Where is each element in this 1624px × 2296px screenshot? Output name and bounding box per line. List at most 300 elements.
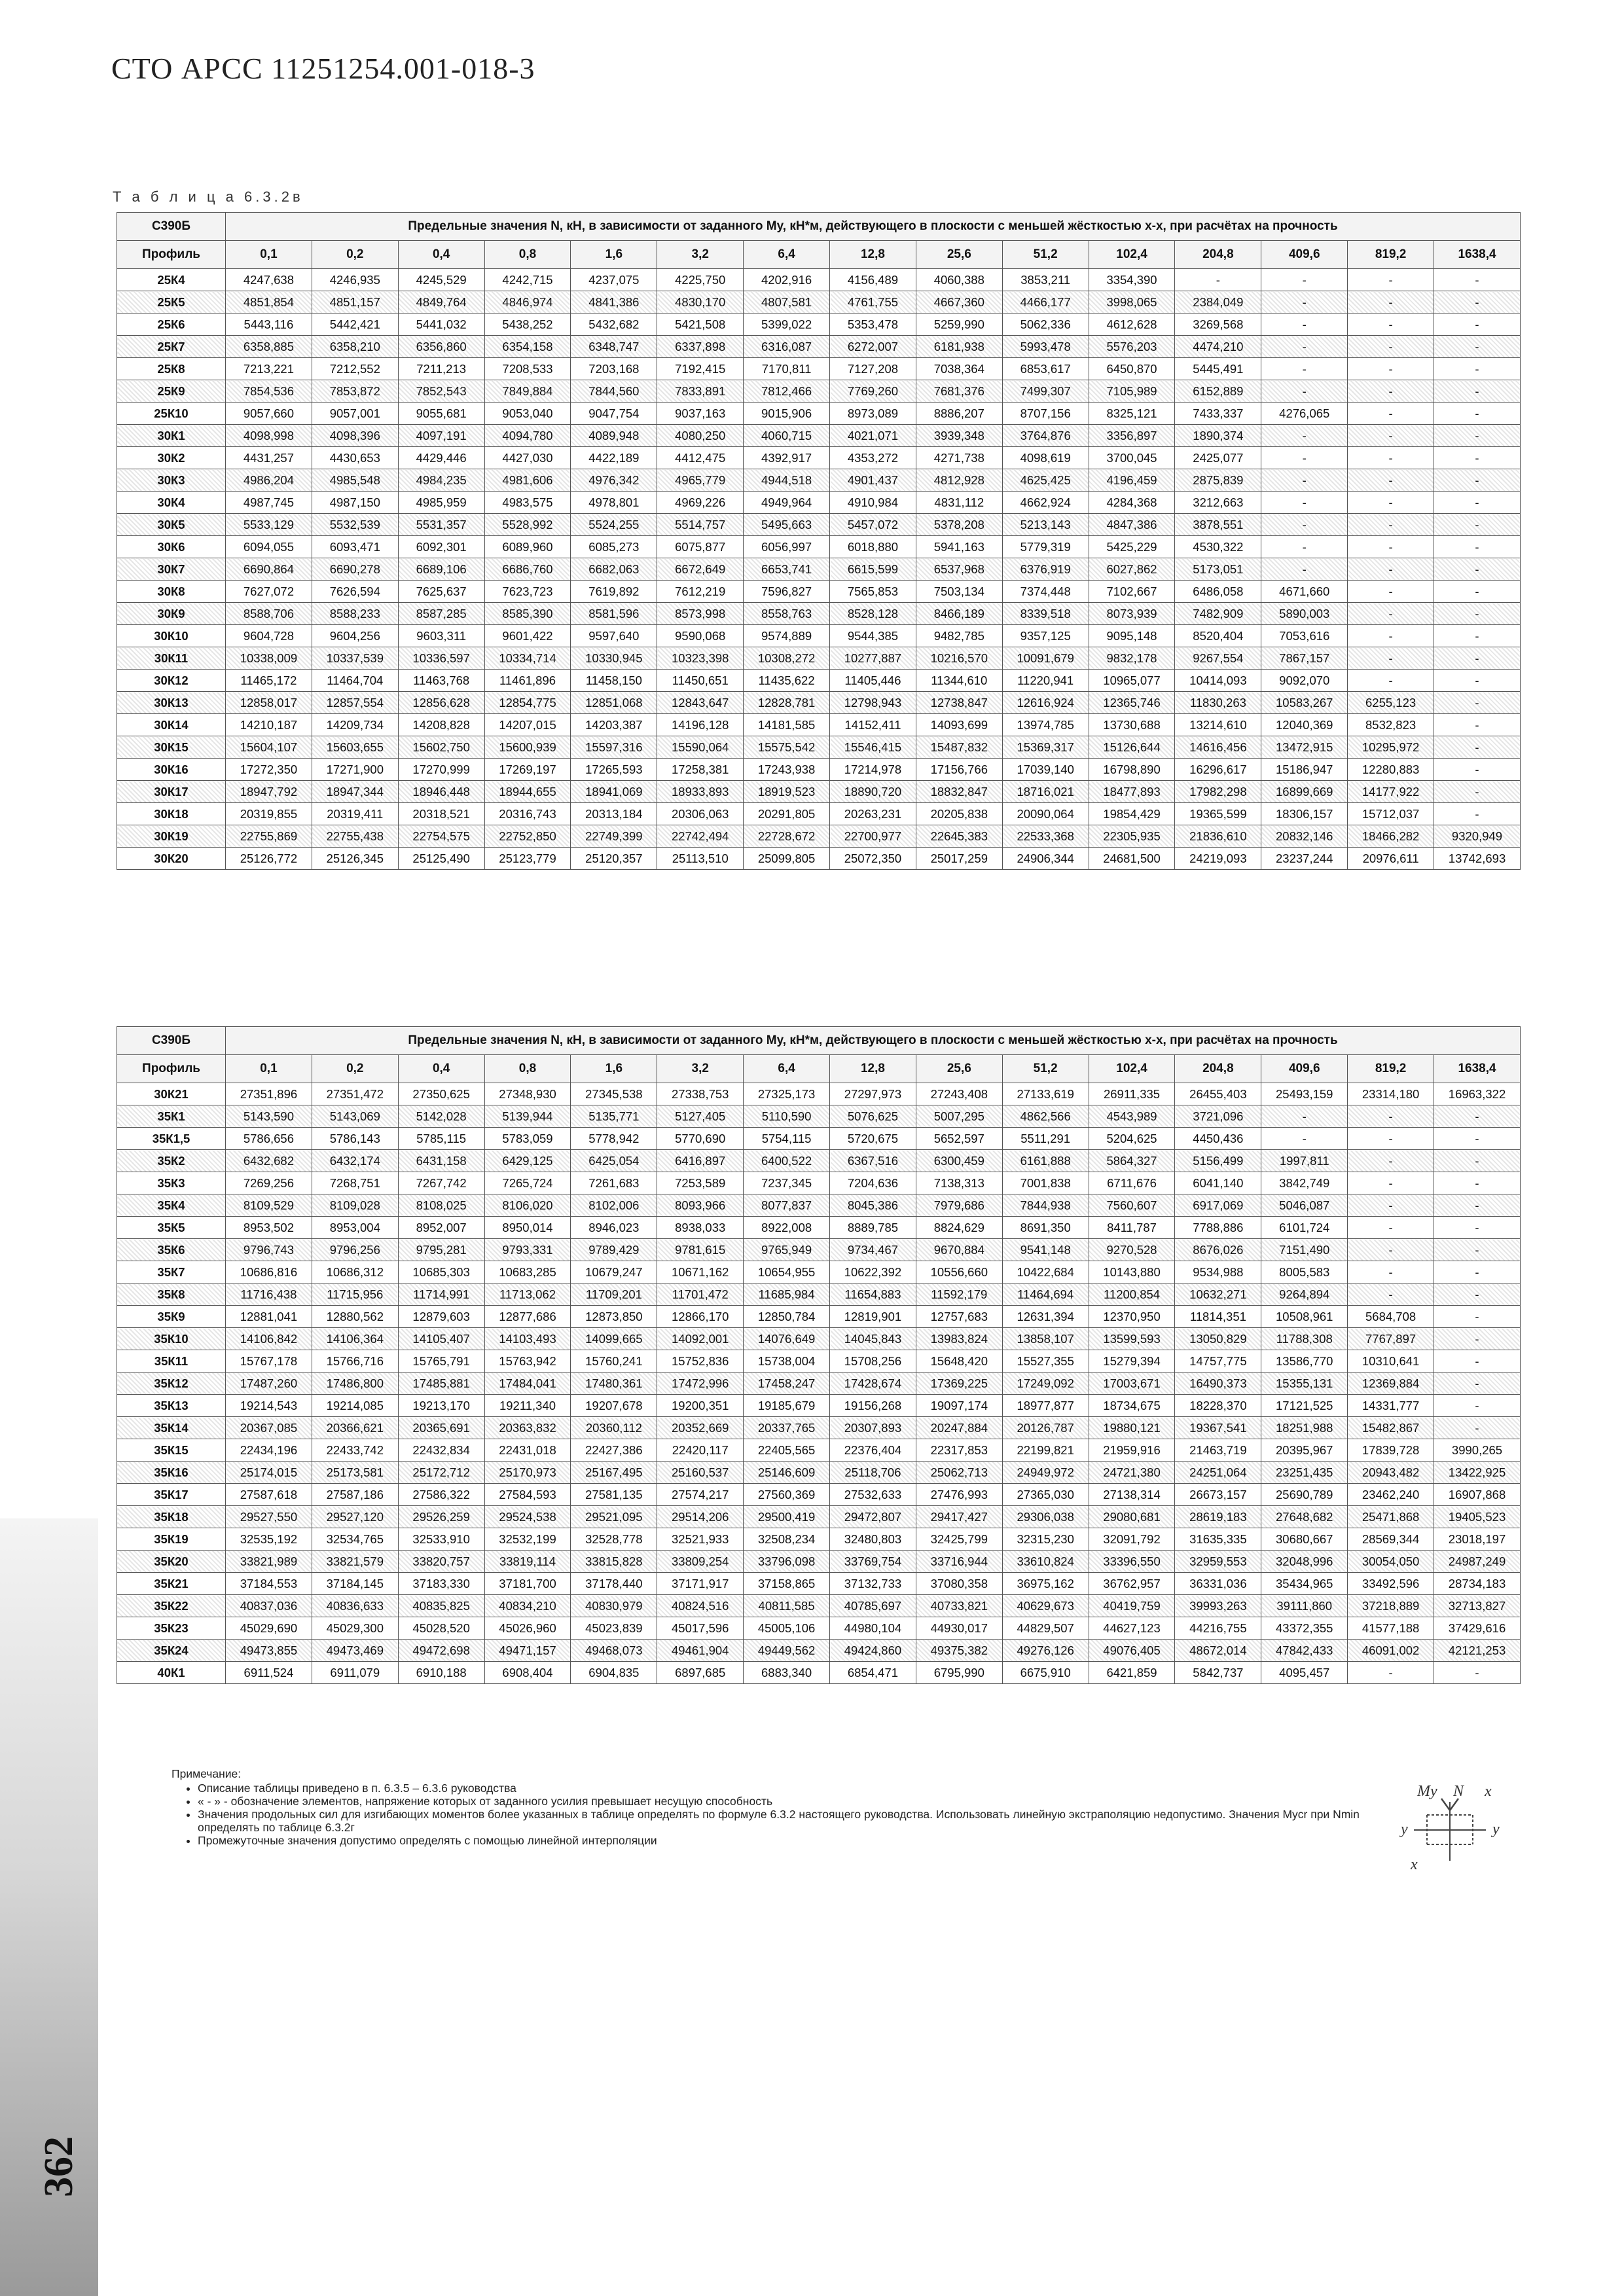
value-cell: 6041,140: [1175, 1172, 1261, 1194]
value-cell: 16296,617: [1175, 759, 1261, 781]
value-cell: 20316,743: [484, 803, 571, 825]
value-cell: 4392,917: [744, 447, 830, 469]
value-cell: -: [1348, 536, 1434, 558]
value-cell: 5156,499: [1175, 1150, 1261, 1172]
value-cell: 12858,017: [226, 692, 312, 714]
table-row: [117, 1128, 1521, 1150]
profile-cell: 35К8: [117, 1283, 226, 1306]
value-cell: 6152,889: [1175, 380, 1261, 403]
value-cell: -: [1434, 1128, 1521, 1150]
value-cell: 8102,006: [571, 1194, 657, 1217]
value-cell: 15369,317: [1002, 736, 1089, 759]
table-row: [117, 803, 1521, 825]
value-cell: 11435,622: [744, 670, 830, 692]
value-cell: 29080,681: [1089, 1506, 1175, 1528]
value-cell: 4984,235: [398, 469, 484, 492]
profile-cell: 35К7: [117, 1261, 226, 1283]
value-cell: 33820,757: [398, 1551, 484, 1573]
value-cell: 15575,542: [744, 736, 830, 759]
table-row: [117, 1640, 1521, 1662]
value-cell: -: [1348, 291, 1434, 314]
value-cell: 14196,128: [657, 714, 744, 736]
value-cell: 8889,785: [830, 1217, 916, 1239]
value-cell: -: [1348, 1283, 1434, 1306]
value-cell: 6682,063: [571, 558, 657, 581]
value-cell: 23237,244: [1261, 848, 1348, 870]
value-cell: 19185,679: [744, 1395, 830, 1417]
value-cell: 18466,282: [1348, 825, 1434, 848]
value-cell: 8691,350: [1002, 1217, 1089, 1239]
value-cell: 4429,446: [398, 447, 484, 469]
value-cell: 36975,162: [1002, 1573, 1089, 1595]
value-cell: 6101,724: [1261, 1217, 1348, 1239]
value-cell: 6376,919: [1002, 558, 1089, 581]
value-cell: 32480,803: [830, 1528, 916, 1551]
column-header: 102,4: [1089, 241, 1175, 269]
value-cell: 7623,723: [484, 581, 571, 603]
column-header: 0,1: [226, 1055, 312, 1083]
value-cell: 8973,089: [830, 403, 916, 425]
value-cell: 37183,330: [398, 1573, 484, 1595]
value-cell: 5076,625: [830, 1105, 916, 1128]
value-cell: 5441,032: [398, 314, 484, 336]
value-cell: 6917,069: [1175, 1194, 1261, 1217]
table-row: [117, 781, 1521, 803]
value-cell: 10330,945: [571, 647, 657, 670]
value-cell: 3356,897: [1089, 425, 1175, 447]
table-row: [117, 1617, 1521, 1640]
value-cell: 5378,208: [916, 514, 1002, 536]
value-cell: 40824,516: [657, 1595, 744, 1617]
value-cell: 6018,880: [830, 536, 916, 558]
table-row: [117, 714, 1521, 736]
table-row: [117, 736, 1521, 759]
value-cell: -: [1434, 1328, 1521, 1350]
table-row: [117, 1372, 1521, 1395]
value-cell: 5993,478: [1002, 336, 1089, 358]
value-cell: 11714,991: [398, 1283, 484, 1306]
value-cell: 33716,944: [916, 1551, 1002, 1573]
value-cell: 33492,596: [1348, 1573, 1434, 1595]
value-cell: -: [1348, 1172, 1434, 1194]
profile-cell: 30К2: [117, 447, 226, 469]
value-cell: 9604,728: [226, 625, 312, 647]
value-cell: 8588,706: [226, 603, 312, 625]
value-cell: 19213,170: [398, 1395, 484, 1417]
value-cell: 6092,301: [398, 536, 484, 558]
value-cell: 49375,382: [916, 1640, 1002, 1662]
value-cell: 40830,979: [571, 1595, 657, 1617]
table-body: [117, 269, 1521, 870]
profile-cell: 35К22: [117, 1595, 226, 1617]
value-cell: 5652,597: [916, 1128, 1002, 1150]
value-cell: 27584,593: [484, 1484, 571, 1506]
value-cell: 4949,964: [744, 492, 830, 514]
value-cell: 24681,500: [1089, 848, 1175, 870]
value-cell: 10583,267: [1261, 692, 1348, 714]
value-cell: 7788,886: [1175, 1217, 1261, 1239]
value-cell: 20247,884: [916, 1417, 1002, 1439]
value-cell: 7208,533: [484, 358, 571, 380]
value-cell: 14106,842: [226, 1328, 312, 1350]
value-cell: 20363,832: [484, 1417, 571, 1439]
value-cell: 6089,960: [484, 536, 571, 558]
value-cell: 25062,713: [916, 1462, 1002, 1484]
value-cell: 9590,068: [657, 625, 744, 647]
value-cell: 37181,700: [484, 1573, 571, 1595]
table-row: [117, 1462, 1521, 1484]
profile-cell: 25К6: [117, 314, 226, 336]
value-cell: 37429,616: [1434, 1617, 1521, 1640]
value-cell: 14099,665: [571, 1328, 657, 1350]
value-cell: 10622,392: [830, 1261, 916, 1283]
value-cell: 6316,087: [744, 336, 830, 358]
value-cell: 4412,475: [657, 447, 744, 469]
value-cell: 27325,173: [744, 1083, 830, 1105]
value-cell: 15590,064: [657, 736, 744, 759]
table-row: [117, 1283, 1521, 1306]
value-cell: -: [1348, 314, 1434, 336]
value-cell: 6300,459: [916, 1150, 1002, 1172]
value-cell: 14076,649: [744, 1328, 830, 1350]
limit-values-table-2: [117, 1026, 1521, 1684]
value-cell: 7237,345: [744, 1172, 830, 1194]
value-cell: 7203,168: [571, 358, 657, 380]
value-cell: 15752,836: [657, 1350, 744, 1372]
value-cell: 15527,355: [1002, 1350, 1089, 1372]
moment-label: My: [1417, 1783, 1437, 1800]
profile-cell: 30К15: [117, 736, 226, 759]
value-cell: 27648,682: [1261, 1506, 1348, 1528]
table-row: [117, 670, 1521, 692]
value-cell: 22199,821: [1002, 1439, 1089, 1462]
value-cell: 8824,629: [916, 1217, 1002, 1239]
value-cell: 4156,489: [830, 269, 916, 291]
profile-cell: 35К18: [117, 1506, 226, 1528]
value-cell: 4986,204: [226, 469, 312, 492]
value-cell: 6904,835: [571, 1662, 657, 1684]
value-cell: 16490,373: [1175, 1372, 1261, 1395]
table-row: [117, 514, 1521, 536]
value-cell: 21959,916: [1089, 1439, 1175, 1462]
value-cell: 11463,768: [398, 670, 484, 692]
value-cell: 20090,064: [1002, 803, 1089, 825]
value-cell: 6897,685: [657, 1662, 744, 1684]
value-cell: 22755,869: [226, 825, 312, 848]
column-header: 204,8: [1175, 1055, 1261, 1083]
value-cell: 4060,388: [916, 269, 1002, 291]
value-cell: 3700,045: [1089, 447, 1175, 469]
value-cell: 15648,420: [916, 1350, 1002, 1372]
value-cell: 9267,554: [1175, 647, 1261, 670]
value-cell: 8922,008: [744, 1217, 830, 1239]
value-cell: 18890,720: [830, 781, 916, 803]
value-cell: 15597,316: [571, 736, 657, 759]
profile-cell: 30К7: [117, 558, 226, 581]
value-cell: 44930,017: [916, 1617, 1002, 1640]
value-cell: -: [1434, 736, 1521, 759]
value-cell: 6400,522: [744, 1150, 830, 1172]
value-cell: 4196,459: [1089, 469, 1175, 492]
value-cell: 17484,041: [484, 1372, 571, 1395]
value-cell: 12631,394: [1002, 1306, 1089, 1328]
value-cell: 17243,938: [744, 759, 830, 781]
value-cell: 6711,676: [1089, 1172, 1175, 1194]
value-cell: 7053,616: [1261, 625, 1348, 647]
value-cell: 6672,649: [657, 558, 744, 581]
value-cell: 12280,883: [1348, 759, 1434, 781]
value-cell: 7844,560: [571, 380, 657, 403]
table-row: [117, 380, 1521, 403]
value-cell: 5778,942: [571, 1128, 657, 1150]
value-cell: 27351,472: [312, 1083, 398, 1105]
table-row: [117, 603, 1521, 625]
value-cell: 20943,482: [1348, 1462, 1434, 1484]
value-cell: -: [1434, 759, 1521, 781]
value-cell: 5142,028: [398, 1105, 484, 1128]
value-cell: 7812,466: [744, 380, 830, 403]
value-cell: 5785,115: [398, 1128, 484, 1150]
value-cell: 4543,989: [1089, 1105, 1175, 1128]
value-cell: 17487,260: [226, 1372, 312, 1395]
value-cell: 40837,036: [226, 1595, 312, 1617]
value-cell: 49424,860: [830, 1640, 916, 1662]
value-cell: 25120,357: [571, 848, 657, 870]
value-cell: 22434,196: [226, 1439, 312, 1462]
value-cell: 17265,593: [571, 759, 657, 781]
table-row: [117, 1350, 1521, 1372]
profile-cell: 35К3: [117, 1172, 226, 1194]
value-cell: 18941,069: [571, 781, 657, 803]
value-cell: 11709,201: [571, 1283, 657, 1306]
value-cell: 33809,254: [657, 1551, 744, 1573]
value-cell: 11701,472: [657, 1283, 744, 1306]
value-cell: -: [1261, 536, 1348, 558]
value-cell: 27587,186: [312, 1484, 398, 1506]
value-cell: 2384,049: [1175, 291, 1261, 314]
value-cell: -: [1261, 447, 1348, 469]
value-cell: 27587,618: [226, 1484, 312, 1506]
value-cell: 28734,183: [1434, 1573, 1521, 1595]
value-cell: 45023,839: [571, 1617, 657, 1640]
value-cell: -: [1434, 447, 1521, 469]
value-cell: 7503,134: [916, 581, 1002, 603]
value-cell: 10295,972: [1348, 736, 1434, 759]
value-cell: 7560,607: [1089, 1194, 1175, 1217]
value-cell: 22533,368: [1002, 825, 1089, 848]
value-cell: 29514,206: [657, 1506, 744, 1528]
value-cell: 5135,771: [571, 1105, 657, 1128]
value-cell: 4202,916: [744, 269, 830, 291]
value-cell: 6429,125: [484, 1150, 571, 1172]
value-cell: 24949,972: [1002, 1462, 1089, 1484]
value-cell: 7265,724: [484, 1172, 571, 1194]
value-cell: 40836,633: [312, 1595, 398, 1617]
value-cell: 17270,999: [398, 759, 484, 781]
value-cell: 18946,448: [398, 781, 484, 803]
value-cell: 11654,883: [830, 1283, 916, 1306]
value-cell: 5720,675: [830, 1128, 916, 1150]
value-cell: 17039,140: [1002, 759, 1089, 781]
value-cell: 10277,887: [830, 647, 916, 670]
value-cell: -: [1261, 425, 1348, 447]
value-cell: 17369,225: [916, 1372, 1002, 1395]
value-cell: 15603,655: [312, 736, 398, 759]
value-cell: 32959,553: [1175, 1551, 1261, 1573]
value-cell: 6348,747: [571, 336, 657, 358]
value-cell: 12370,950: [1089, 1306, 1175, 1328]
value-cell: 12757,683: [916, 1306, 1002, 1328]
value-cell: 9047,754: [571, 403, 657, 425]
notes-list: [171, 1782, 1382, 1847]
value-cell: 10310,641: [1348, 1350, 1434, 1372]
value-cell: 29524,538: [484, 1506, 571, 1528]
value-cell: 32534,765: [312, 1528, 398, 1551]
value-cell: 20319,855: [226, 803, 312, 825]
value-cell: 37184,553: [226, 1573, 312, 1595]
value-cell: 22700,977: [830, 825, 916, 848]
column-header: 6,4: [744, 241, 830, 269]
value-cell: -: [1434, 581, 1521, 603]
value-cell: 12819,901: [830, 1306, 916, 1328]
value-cell: 6094,055: [226, 536, 312, 558]
value-cell: 25172,712: [398, 1462, 484, 1484]
value-cell: 27297,973: [830, 1083, 916, 1105]
value-cell: 10337,539: [312, 647, 398, 670]
value-cell: 4851,854: [226, 291, 312, 314]
profile-cell: 25К4: [117, 269, 226, 291]
value-cell: 4841,386: [571, 291, 657, 314]
value-cell: -: [1434, 1172, 1521, 1194]
value-cell: 6358,210: [312, 336, 398, 358]
value-cell: 4671,660: [1261, 581, 1348, 603]
value-cell: 5754,115: [744, 1128, 830, 1150]
value-cell: 21463,719: [1175, 1439, 1261, 1462]
value-cell: -: [1434, 1194, 1521, 1217]
axis-y-left-label: y: [1401, 1821, 1408, 1838]
profile-cell: 30К6: [117, 536, 226, 558]
value-cell: 19207,678: [571, 1395, 657, 1417]
value-cell: 4095,457: [1261, 1662, 1348, 1684]
value-cell: 5511,291: [1002, 1128, 1089, 1150]
value-cell: 45029,300: [312, 1617, 398, 1640]
value-cell: 19854,429: [1089, 803, 1175, 825]
value-cell: 1890,374: [1175, 425, 1261, 447]
value-cell: -: [1434, 1261, 1521, 1283]
value-cell: 20318,521: [398, 803, 484, 825]
value-cell: -: [1261, 358, 1348, 380]
value-cell: 3721,096: [1175, 1105, 1261, 1128]
value-cell: 27581,135: [571, 1484, 657, 1506]
value-cell: -: [1261, 269, 1348, 291]
value-cell: -: [1434, 425, 1521, 447]
value-cell: 7767,897: [1348, 1328, 1434, 1350]
profile-cell: 25К8: [117, 358, 226, 380]
value-cell: 9055,681: [398, 403, 484, 425]
value-cell: 8952,007: [398, 1217, 484, 1239]
value-cell: 17839,728: [1348, 1439, 1434, 1462]
value-cell: 13599,593: [1089, 1328, 1175, 1350]
value-cell: -: [1348, 625, 1434, 647]
value-cell: 17269,197: [484, 759, 571, 781]
value-cell: 8532,823: [1348, 714, 1434, 736]
value-cell: 9832,178: [1089, 647, 1175, 670]
value-cell: 4466,177: [1002, 291, 1089, 314]
value-cell: 6432,682: [226, 1150, 312, 1172]
value-cell: 4246,935: [312, 269, 398, 291]
value-cell: 8411,787: [1089, 1217, 1175, 1239]
value-cell: 22755,438: [312, 825, 398, 848]
profile-cell: 35К14: [117, 1417, 226, 1439]
value-cell: 4969,226: [657, 492, 744, 514]
value-cell: 7849,884: [484, 380, 571, 403]
value-cell: 3878,551: [1175, 514, 1261, 536]
profile-cell: 40К1: [117, 1662, 226, 1684]
value-cell: -: [1348, 603, 1434, 625]
value-cell: -: [1261, 492, 1348, 514]
value-cell: 13858,107: [1002, 1328, 1089, 1350]
value-cell: 6690,278: [312, 558, 398, 581]
value-cell: 19405,523: [1434, 1506, 1521, 1528]
value-cell: 29526,259: [398, 1506, 484, 1528]
profile-cell: 30К20: [117, 848, 226, 870]
value-cell: 25471,868: [1348, 1506, 1434, 1528]
value-cell: 7854,536: [226, 380, 312, 403]
value-cell: 7170,811: [744, 358, 830, 380]
value-cell: 6255,123: [1348, 692, 1434, 714]
section-sketch: [1414, 1799, 1486, 1861]
value-cell: 8520,404: [1175, 625, 1261, 647]
value-cell: -: [1434, 1372, 1521, 1395]
value-cell: 19214,543: [226, 1395, 312, 1417]
value-cell: 11716,438: [226, 1283, 312, 1306]
value-cell: -: [1434, 1217, 1521, 1239]
value-cell: 22420,117: [657, 1439, 744, 1462]
value-cell: 2875,839: [1175, 469, 1261, 492]
table-title: Предельные значения N, кН, в зависимости от заданного My, кН*м, действующего в плоскости с меньшей жёсткостью x-x, при расчётах на прочность: [226, 1027, 1521, 1055]
value-cell: 14103,493: [484, 1328, 571, 1350]
value-cell: -: [1434, 1150, 1521, 1172]
value-cell: 7038,364: [916, 358, 1002, 380]
value-cell: 6910,188: [398, 1662, 484, 1684]
value-cell: 6421,859: [1089, 1662, 1175, 1684]
profile-cell: 30К17: [117, 781, 226, 803]
profile-cell: 35К10: [117, 1328, 226, 1350]
value-cell: -: [1261, 558, 1348, 581]
column-header: 0,2: [312, 1055, 398, 1083]
value-cell: 41577,188: [1348, 1617, 1434, 1640]
value-cell: 7138,313: [916, 1172, 1002, 1194]
profile-cell: 25К9: [117, 380, 226, 403]
value-cell: 30680,667: [1261, 1528, 1348, 1551]
value-cell: 8077,837: [744, 1194, 830, 1217]
value-cell: 12851,068: [571, 692, 657, 714]
value-cell: 6085,273: [571, 536, 657, 558]
value-cell: 32048,996: [1261, 1551, 1348, 1573]
value-cell: 4284,368: [1089, 492, 1175, 514]
value-cell: 6056,997: [744, 536, 830, 558]
value-cell: 19097,174: [916, 1395, 1002, 1417]
value-cell: 25167,495: [571, 1462, 657, 1484]
value-cell: 27345,538: [571, 1083, 657, 1105]
value-cell: 7105,989: [1089, 380, 1175, 403]
value-cell: 32535,192: [226, 1528, 312, 1551]
value-cell: 4981,606: [484, 469, 571, 492]
value-cell: 20205,838: [916, 803, 1002, 825]
value-cell: 4831,112: [916, 492, 1002, 514]
value-cell: 6272,007: [830, 336, 916, 358]
value-cell: 12854,775: [484, 692, 571, 714]
